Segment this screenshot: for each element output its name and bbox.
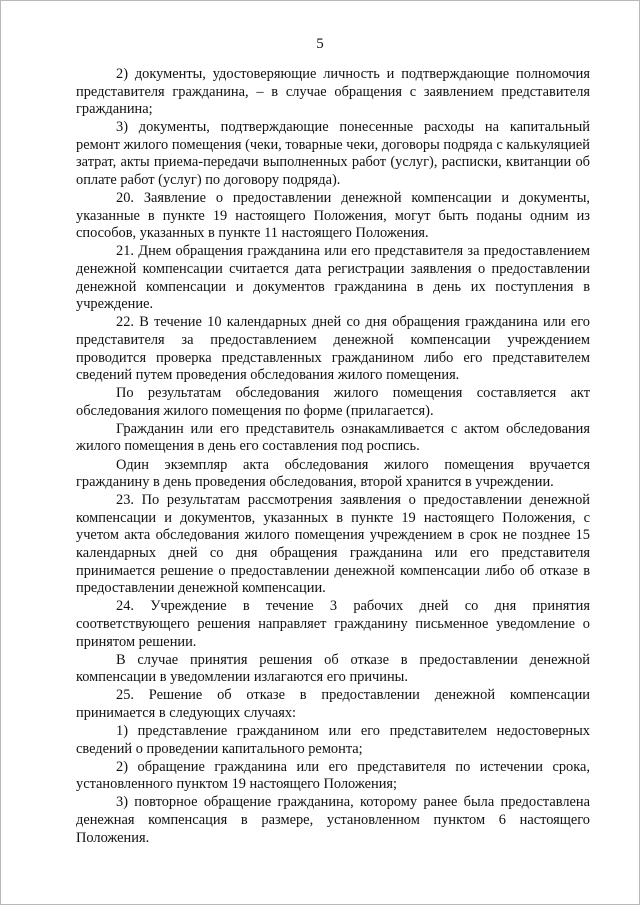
paragraph-25-item-3: 3) повторное обращение гражданина, которому ранее была предоставлена денежная компенсация в размере, установленном пунктом 6 настоящего Положения.: [76, 794, 590, 846]
paragraph-21: 21. Днем обращения гражданина или его представителя за предоставлением денежной компенсации считается дата регистрации заявления о предоставлении денежной компенсации и документов гражданина в день их поступления в учреждение.: [76, 243, 590, 313]
paragraph-item-2-identity-docs: 2) документы, удостоверяющие личность и подтверждающие полномочия представителя гражданина, – в случае обращения с заявлением представителя гражданина;: [76, 66, 590, 118]
paragraph-22: 22. В течение 10 календарных дней со дня обращения гражданина или его представителя за предоставлением денежной компенсации учреждением проводится проверка представленных гражданином либо его представителем сведений путем проведения обследования жилого помещения.: [76, 314, 590, 384]
paragraph-25-item-1: 1) представление гражданином или его представителем недостоверных сведений о проведении капитального ремонта;: [76, 722, 590, 757]
paragraph-item-3-expense-docs: 3) документы, подтверждающие понесенные расходы на капитальный ремонт жилого помещения (чеки, товарные чеки, договоры подряда с калькуляцией затрат, акты приема-передачи выполненных работ (услуг), расписки, квитанции об оплате работ (услуг) по договору подряда).: [76, 119, 590, 189]
paragraph-20: 20. Заявление о предоставлении денежной компенсации и документы, указанные в пункте 19 настоящего Положения, могут быть поданы одним из способов, указанных в пункте 11 настоящего Положения.: [76, 190, 590, 242]
paragraph-24-refusal-reasons: В случае принятия решения об отказе в предоставлении денежной компенсации в уведомлении излагаются его причины.: [76, 651, 590, 686]
paragraph-22-acknowledgement: Гражданин или его представитель ознакамливается с актом обследования жилого помещения в день его составления под роспись.: [76, 420, 590, 455]
page-number: 5: [316, 36, 324, 52]
paragraph-25: 25. Решение об отказе в предоставлении денежной компенсации принимается в следующих случаях:: [76, 687, 590, 721]
document-body: [76, 66, 590, 847]
paragraph-22-copy-handling: Один экземпляр акта обследования жилого помещения вручается гражданину в день проведения обследования, второй хранится в учреждении.: [76, 456, 590, 491]
paragraph-25-item-2: 2) обращение гражданина или его представителя по истечении срока, установленного пунктом 19 настоящего Положения;: [76, 758, 590, 793]
paragraph-24: 24. Учреждение в течение 3 рабочих дней со дня принятия соответствующего решения направляет гражданину письменное уведомление о принятом решении.: [76, 598, 590, 650]
paragraph-22-inspection-act: По результатам обследования жилого помещения составляется акт обследования жилого помещения по форме (прилагается).: [76, 385, 590, 419]
paragraph-23: 23. По результатам рассмотрения заявления о предоставлении денежной компенсации и документов, указанных в пункте 19 настоящего Положения, с учетом акта обследования жилого помещения учреждением в срок не позднее 15 календарных дней со дня обращения гражданина или его представителя принимается решение о предоставлении денежной компенсации либо об отказе в предоставлении денежной компенсации.: [76, 492, 590, 597]
